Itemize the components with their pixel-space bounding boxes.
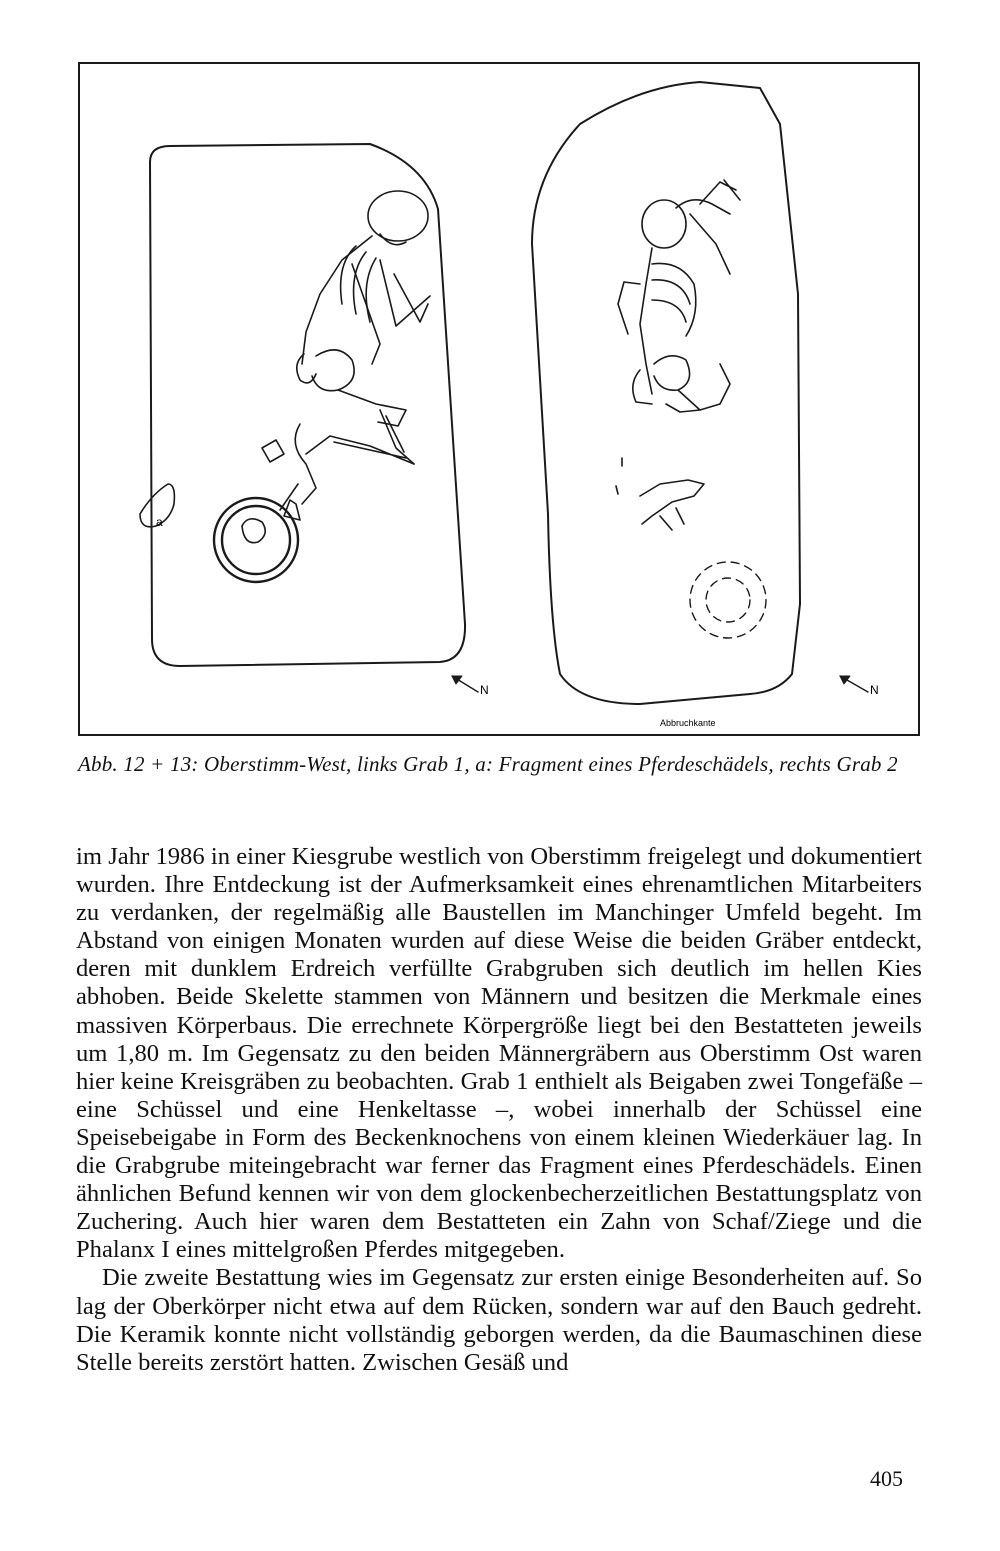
grave1-bowl — [214, 498, 298, 582]
grave1-skeleton — [262, 191, 430, 520]
paragraph-2: Die zweite Bestattung wies im Gegensatz zur ersten einige Besonderheiten auf. So lag der Oberkörper nicht etwa auf dem Rücken, sondern war auf den Bauch gedreht. Die Keramik konnte nicht vollständig geborgen werden, da die Baumaschinen diese Stelle bereits zerstört hatten. Zwischen Gesäß und — [76, 1264, 922, 1376]
north-label-right: N — [870, 683, 879, 697]
figure-caption: Abb. 12 + 13: Oberstimm-West, links Grab 1, a: Fragment eines Pferdeschädels, rechts Grab 2 — [78, 752, 898, 776]
grave2-outline — [532, 82, 800, 704]
grave2-vessel — [690, 562, 766, 638]
grave-plan-drawing — [80, 64, 918, 734]
page-number: 405 — [870, 1466, 903, 1491]
figure-frame — [78, 62, 920, 736]
grave2-small-bones — [640, 480, 704, 530]
fragment-a-label: a — [156, 515, 163, 529]
north-label-left: N — [480, 683, 489, 697]
grave1-outline — [150, 144, 465, 666]
edge-label: Abbruchkante — [660, 718, 716, 728]
paragraph-1: im Jahr 1986 in einer Kiesgrube westlich von Oberstimm freigelegt und dokumentiert wurden. Ihre Entdeckung ist der Aufmerksamkeit eines ehrenamtlichen Mitarbeiters zu verdanken, der regelmäßig alle Baustellen im Manchinger Umfeld begeht. Im Abstand von einigen Monaten wurden auf diese Weise die beiden Gräber entdeckt, deren mit dunklem Erdreich verfüllte Grabgruben sich deutlich im hellen Kies abhoben. Beide Skelette stammen von Männern und besitzen die Merkmale eines massiven Körperbaus. Die errechnete Körpergröße liegt bei den Bestatteten jeweils um 1,80 m. Im Gegensatz zu den beiden Männergräbern aus Oberstimm Ost waren hier keine Kreisgräben zu beobachten. Grab 1 enthielt als Beigaben zwei Tongefäße – eine Schüssel und eine Henkeltasse –, wobei innerhalb der Schüssel eine Speisebeigabe in Form des Beckenknochens von einem kleinen Wiederkäuer lag. In die Grabgrube miteingebracht war ferner das Fragment eines Pferdeschädels. Einen ähnlichen Befund kennen wir von dem glockenbecherzeitlichen Bestattungsplatz von Zuchering. Auch hier waren dem Bestatteten ein Zahn von Schaf/Ziege und die Phalanx I eines mittelgroßen Pferdes mitgegeben. — [76, 843, 922, 1264]
grave2-skeleton — [618, 180, 740, 412]
body-text — [76, 843, 922, 1377]
